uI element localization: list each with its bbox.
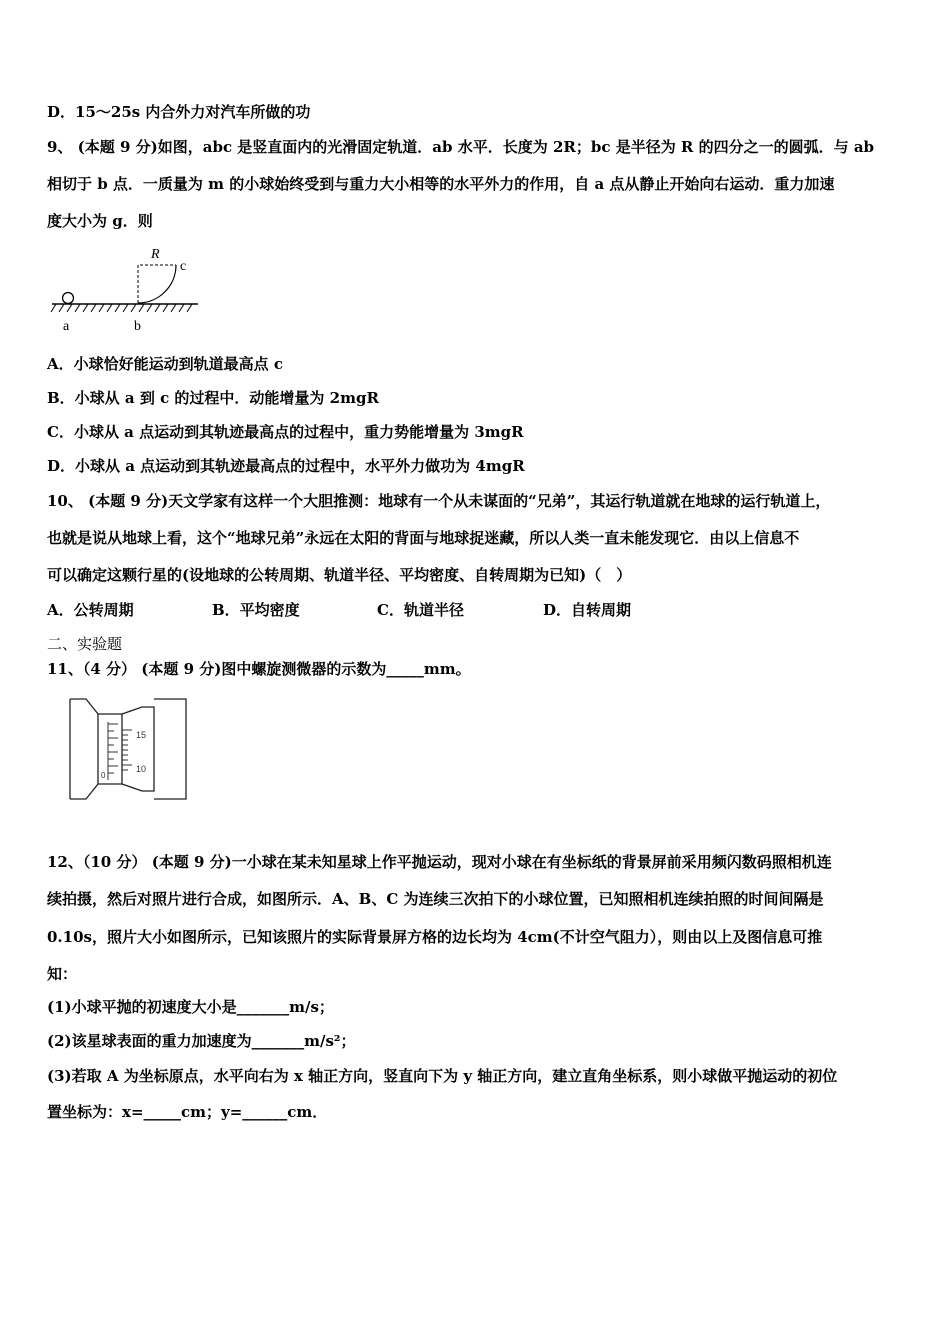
label-c: c [180,259,187,274]
q12-stem-line2: 续拍摄，然后对照片进行合成，如图所示．A、B、C 为连续三次拍下的小球位置，已知照相机连续拍照的时间间隔是 [47,890,824,908]
radius-guide [138,265,176,303]
thimble-tick-10: 10 [136,764,147,774]
q9-option-c: C．小球从 a 点运动到其轨迹最高点的过程中，重力势能增量为 3mgR [47,423,524,441]
q10-stem-line1: 10、 (本题 9 分)天文学家有这样一个大胆推测：地球有一个从未谋面的“兄弟”，其运行轨道就在地球的运行轨道上， [47,492,831,510]
q9-stem-line3: 度大小为 g．则 [47,212,153,230]
thimble [122,707,154,791]
q10-option-d: D．自转周期 [543,601,632,619]
q12-sub1: (1)小球平抛的初速度大小是_______m/s； [47,998,334,1016]
q12-stem-line3: 0.10s，照片大小如图所示，已知该照片的实际背景屏方格的边长均为 4cm(不计空气阻力），则由以上及图信息可推 [47,928,823,946]
label-r: R [151,247,160,262]
scale-marks [108,722,132,780]
section-title: 二、实验题 [47,635,123,653]
ground-hatching [51,304,198,312]
sleeve-tick-0: 0 [101,771,106,780]
quarter-arc-bc [138,265,176,303]
q9-stem-line2: 相切于 b 点．一质量为 m 的小球始终受到与重力大小相等的水平外力的作用，自 a 点从静止开始向右运动．重力加速 [47,175,835,193]
q11-stem: 11、（4 分） (本题 9 分)图中螺旋测微器的示数为_____mm。 [47,660,471,678]
frame-right [154,699,186,799]
label-a: a [63,319,70,334]
q9-option-d: D．小球从 a 点运动到其轨迹最高点的过程中，水平外力做功为 4mgR [47,457,525,475]
q10-option-c: C．轨道半径 [377,601,464,619]
q12-stem-line1: 12、（10 分） (本题 9 分)一小球在某未知星球上作平抛运动，现对小球在有坐标纸的背景屏前采用频闪数码照相机连 [47,853,832,871]
q12-sub2: (2)该星球表面的重力加速度为_______m/s²； [47,1032,356,1050]
track-figure [48,240,208,336]
q12-stem-line4: 知： [47,965,78,983]
q10-stem-line3: 可以确定这颗行星的(设地球的公转周期、轨道半径、平均密度、自转周期为已知)（ ） [47,566,632,584]
q9-option-b: B．小球从 a 到 c 的过程中．动能增量为 2mgR [47,389,379,407]
micrometer-figure [68,694,192,806]
label-b: b [134,319,141,334]
q10-stem-line2: 也就是说从地球上看，这个“地球兄弟”永远在太阳的背面与地球捉迷藏，所以人类一直未能发现它．由以上信息不 [47,529,800,547]
thimble-tick-15: 15 [136,730,147,740]
q8-option-d: D．15～25s 内合外力对汽车所做的功 [47,103,311,121]
q10-option-b: B．平均密度 [212,601,300,619]
q12-sub3-line1: (3)若取 A 为坐标原点，水平向右为 x 轴正方向，竖直向下为 y 轴正方向，建立直角坐标系，则小球做平抛运动的初位 [47,1067,838,1085]
q9-option-a: A．小球恰好能运动到轨道最高点 c [47,355,283,373]
q12-sub3-line2: 置坐标为：x=_____cm；y=______cm． [47,1103,328,1121]
sleeve-left-taper [70,699,98,799]
ball [63,293,74,304]
q9-stem-line1: 9、 (本题 9 分)如图，abc 是竖直面内的光滑固定轨道．ab 水平．长度为 2R；bc 是半径为 R 的四分之一的圆弧．与 ab [47,138,875,156]
q10-option-a: A．公转周期 [47,601,134,619]
